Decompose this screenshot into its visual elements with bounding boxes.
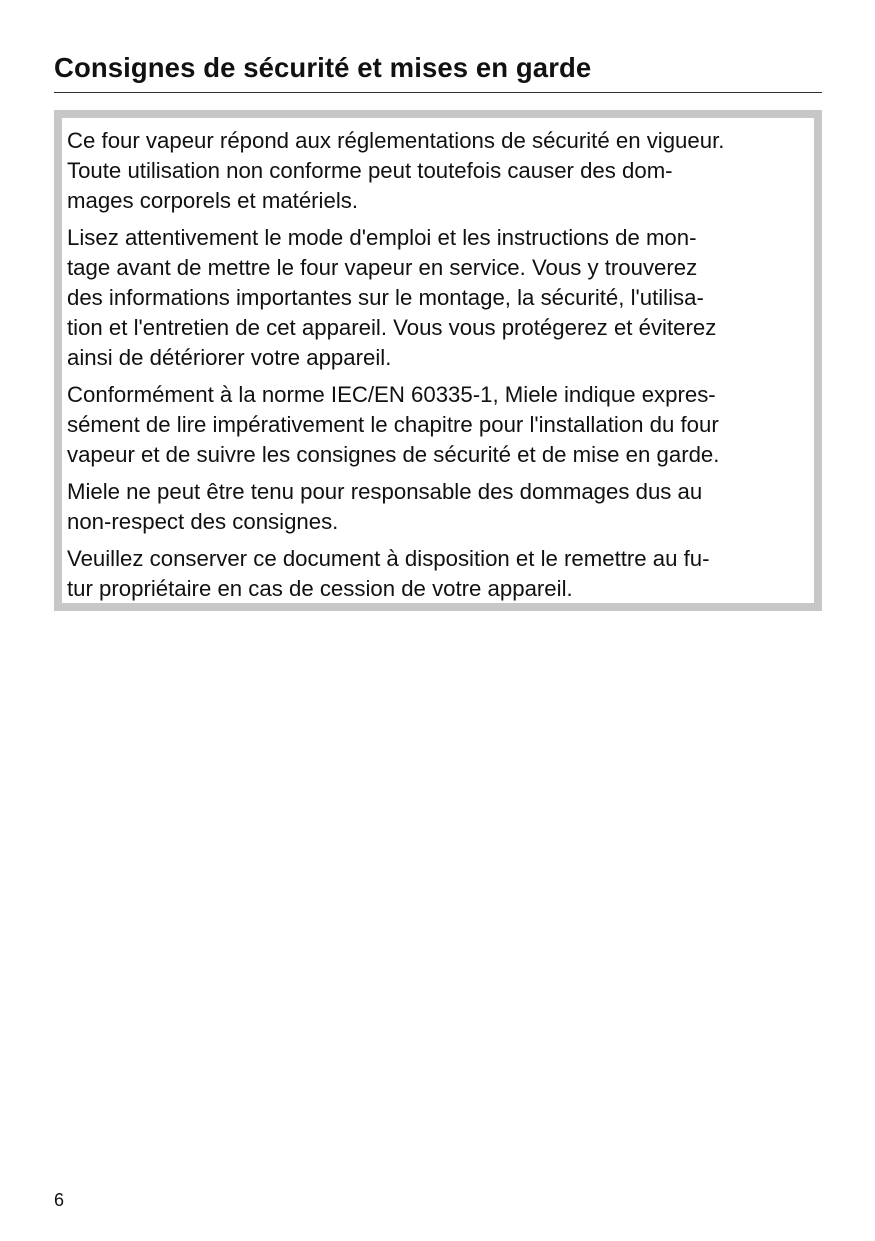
page-title: Consignes de sécurité et mises en garde [54,52,592,83]
text-line: non-respect des consignes. [67,509,339,534]
warning-paragraph-keep-document [67,544,810,604]
warning-paragraph-compliance [67,126,810,216]
text-line: Miele ne peut être tenu pour responsable des dommages dus au [67,479,703,504]
text-line: Toute utilisation non conforme peut toutefois causer des dom- [67,158,673,183]
title-divider [54,92,822,93]
text-line: Veuillez conserver ce document à disposition et le remettre au fu- [67,546,710,571]
warning-paragraph-standard [67,380,810,470]
page-number: 6 [54,1190,65,1210]
text-line: tur propriétaire en cas de cession de votre appareil. [67,576,573,601]
text-line: Conformément à la norme IEC/EN 60335-1, Miele indique expres- [67,382,716,407]
text-line: Lisez attentivement le mode d'emploi et les instructions de mon- [67,225,697,250]
text-line: tage avant de mettre le four vapeur en service. Vous y trouverez [67,255,698,280]
text-line: vapeur et de suivre les consignes de sécurité et de mise en garde. [67,442,720,467]
warning-paragraph-read-manual [67,223,810,373]
text-line: des informations importantes sur le montage, la sécurité, l'utilisa- [67,285,704,310]
safety-warning-box [54,110,822,611]
text-line: tion et l'entretien de cet appareil. Vous vous protégerez et éviterez [67,315,717,340]
text-line: sément de lire impérativement le chapitre pour l'installation du four [67,412,719,437]
text-line: ainsi de détériorer votre appareil. [67,345,392,370]
text-line: Ce four vapeur répond aux réglementations de sécurité en vigueur. [67,128,725,153]
text-line: mages corporels et matériels. [67,188,359,213]
warning-paragraph-liability [67,477,810,537]
